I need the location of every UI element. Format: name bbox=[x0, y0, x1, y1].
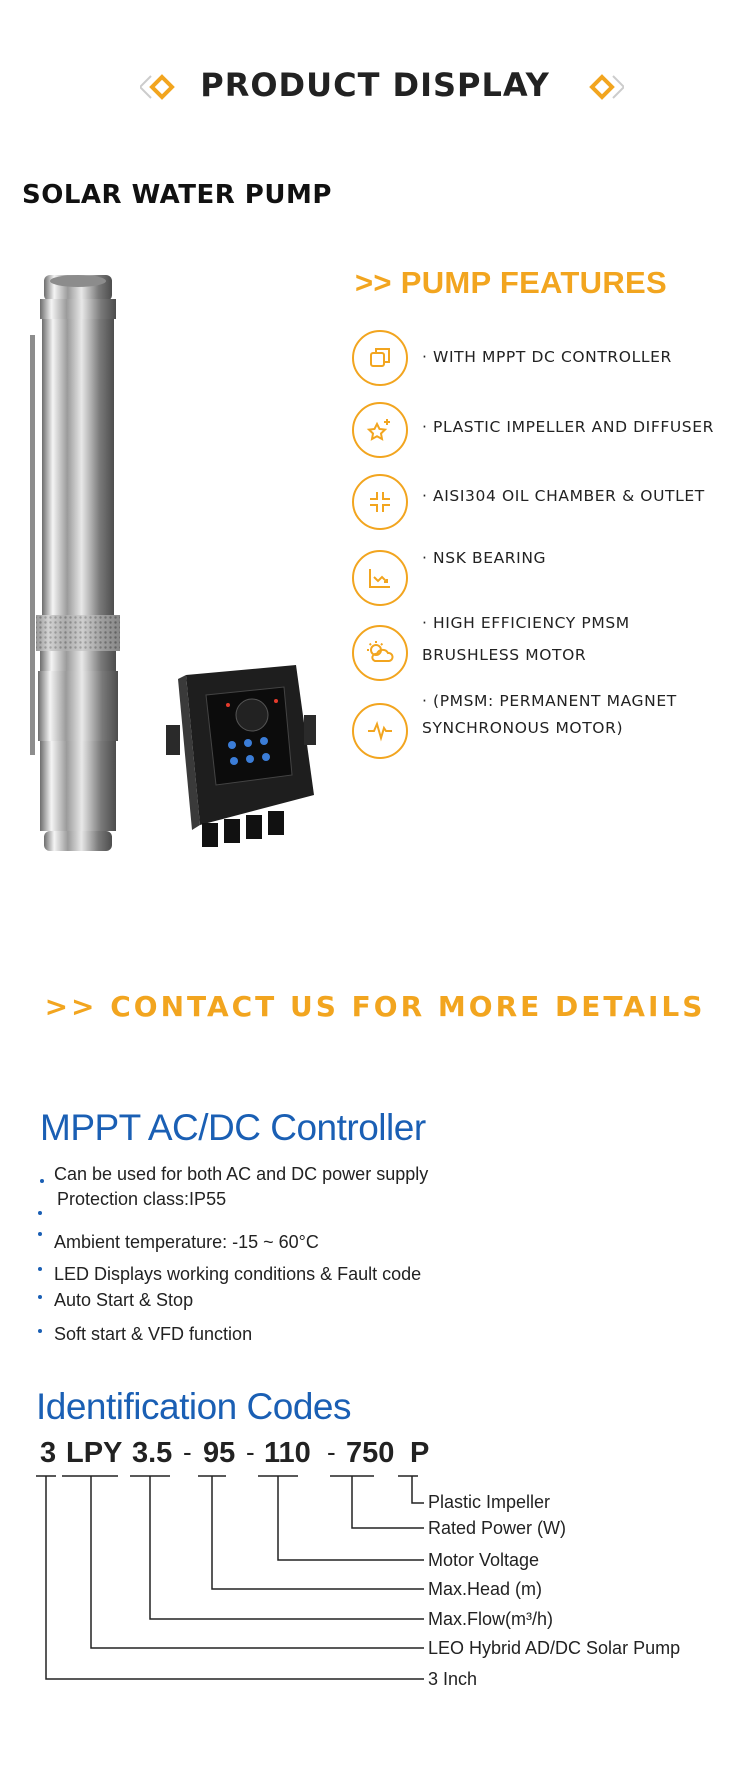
code-label: Rated Power (W) bbox=[428, 1518, 567, 1538]
spec-item: Protection class:IP55 bbox=[57, 1189, 227, 1209]
code-separator: - bbox=[246, 1437, 255, 1467]
controller-title: MPPT AC/DC Controller bbox=[40, 1107, 426, 1148]
feature-text: · (PMSM: PERMANENT MAGNET bbox=[422, 692, 677, 710]
spec-item: Can be used for both AC and DC power supply bbox=[54, 1164, 429, 1184]
identification-title: Identification Codes bbox=[36, 1386, 351, 1427]
page-title: PRODUCT DISPLAY bbox=[200, 66, 550, 104]
code-part: P bbox=[410, 1437, 430, 1469]
feature-text: · HIGH EFFICIENCY PMSM bbox=[422, 614, 630, 632]
code-label: 3 Inch bbox=[428, 1669, 478, 1689]
spec-item: Ambient temperature: -15 ~ 60°C bbox=[54, 1232, 319, 1252]
feature-text: · NSK BEARING bbox=[422, 549, 547, 567]
spec-item: Auto Start & Stop bbox=[54, 1290, 194, 1310]
spec-item: LED Displays working conditions & Fault code bbox=[54, 1264, 422, 1284]
code-separator: - bbox=[327, 1437, 336, 1467]
feature-text: BRUSHLESS MOTOR bbox=[422, 646, 587, 664]
code-part: 95 bbox=[203, 1437, 236, 1469]
feature-text: SYNCHRONOUS MOTOR) bbox=[422, 719, 624, 737]
code-part: 3 bbox=[40, 1437, 57, 1469]
feature-text: · WITH MPPT DC CONTROLLER bbox=[422, 348, 672, 366]
feature-text: · AISI304 OIL CHAMBER & OUTLET bbox=[422, 487, 705, 505]
code-label: Motor Voltage bbox=[428, 1550, 540, 1570]
code-part: 110 bbox=[264, 1437, 311, 1469]
feature-text: · PLASTIC IMPELLER AND DIFFUSER bbox=[422, 418, 715, 436]
code-label: Max.Flow(m³/h) bbox=[428, 1609, 553, 1629]
code-part: 750 bbox=[346, 1437, 395, 1469]
code-label: LEO Hybrid AD/DC Solar Pump bbox=[428, 1638, 681, 1658]
code-label: Max.Head (m) bbox=[428, 1579, 543, 1599]
code-part: 3.5 bbox=[132, 1437, 173, 1469]
code-label: Plastic Impeller bbox=[428, 1492, 551, 1512]
spec-item: Soft start & VFD function bbox=[54, 1324, 253, 1344]
contact-banner: >> CONTACT US FOR MORE DETAILS bbox=[44, 990, 706, 1023]
code-separator: - bbox=[183, 1437, 192, 1467]
section-title: SOLAR WATER PUMP bbox=[22, 180, 332, 210]
code-part: LPY bbox=[66, 1437, 123, 1469]
features-title: >> PUMP FEATURES bbox=[355, 265, 667, 300]
